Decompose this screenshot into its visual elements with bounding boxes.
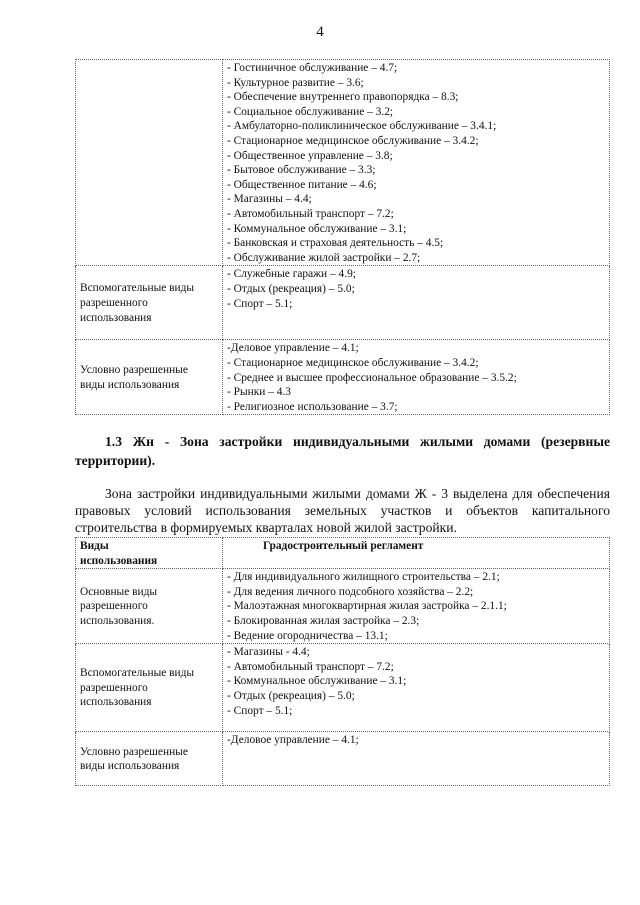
table-row — [76, 340, 610, 415]
table-header-row — [76, 538, 610, 569]
row-label-line: использования. — [80, 614, 155, 627]
regulation-table — [75, 537, 610, 786]
list-item: - Банковская и страховая деятельность – 4.5; — [227, 237, 444, 250]
row-label-cell — [76, 60, 223, 266]
list-item: - Магазины – 4.4; — [227, 193, 312, 206]
list-item: - Автомобильный транспорт – 7.2; — [227, 207, 394, 220]
row-label-line: разрешенного — [80, 600, 148, 613]
row-label-line: разрешенного — [80, 681, 148, 694]
list-item: - Отдых (рекреация) – 5.0; — [227, 282, 355, 295]
table-row — [76, 266, 610, 340]
row-label-line: разрешенного — [80, 297, 148, 310]
row-label-line: Вспомогательные виды — [80, 667, 195, 680]
row-label-cell — [76, 340, 223, 415]
list-item: - Автомобильный транспорт – 7.2; — [227, 660, 394, 673]
list-item: - Коммунальное обслуживание – 3.1; — [227, 675, 407, 688]
page-number: 4 — [316, 24, 324, 40]
section-heading: 1.3 Жн - Зона застройки индивидуальными жилыми домами (резервные территории). — [75, 434, 610, 468]
row-items-cell — [223, 569, 610, 644]
column-header-regulation — [223, 538, 610, 569]
list-item: - Социальное обслуживание – 3.2; — [227, 105, 394, 118]
list-item: - Коммунальное обслуживание – 3.1; — [227, 222, 407, 235]
list-item: - Ведение огородничества – 13.1; — [227, 629, 388, 642]
row-label-line: виды использования — [80, 378, 180, 391]
table-row — [76, 732, 610, 786]
table-row — [76, 644, 610, 732]
list-item: - Обслуживание жилой застройки – 2.7; — [227, 251, 421, 264]
list-item: - Общественное управление – 3.8; — [227, 149, 393, 162]
row-items-cell — [223, 732, 610, 786]
header-line: Градостроительный регламент — [263, 540, 424, 552]
row-label-line: Условно разрешенные — [80, 364, 188, 377]
list-item: - Спорт – 5.1; — [227, 297, 293, 310]
row-items-cell — [223, 644, 610, 732]
row-label-line: использования — [80, 696, 152, 709]
row-label-cell — [76, 644, 223, 732]
header-line: использования — [80, 554, 158, 567]
list-item: - Амбулаторно-поликлиническое обслуживание – 3.4.1; — [227, 120, 497, 133]
list-item: - Обеспечение внутреннего правопорядка – 8.3; — [227, 91, 459, 104]
list-item: - Стационарное медицинское обслуживание – 3.4.2; — [227, 134, 479, 147]
list-item: - Магазины - 4.4; — [227, 646, 310, 659]
list-item: - Религиозное использование – 3.7; — [227, 400, 398, 413]
row-label-cell — [76, 569, 223, 644]
list-item: - Общественное питание – 4.6; — [227, 178, 377, 191]
list-item: - Малоэтажная многоквартирная жилая застройка – 2.1.1; — [227, 600, 507, 613]
list-item: - Для ведения личного подсобного хозяйства – 2.2; — [227, 585, 474, 598]
column-header-usage — [76, 538, 223, 569]
list-item: - Отдых (рекреация) – 5.0; — [227, 689, 355, 702]
list-item: - Блокированная жилая застройка – 2.3; — [227, 614, 420, 627]
row-label-cell — [76, 732, 223, 786]
list-item: - Спорт – 5.1; — [227, 704, 293, 717]
row-label-line: использования — [80, 311, 152, 324]
row-items-cell — [223, 340, 610, 415]
list-item: - Для индивидуального жилищного строительства – 2.1; — [227, 571, 500, 584]
header-line: Виды — [80, 540, 109, 552]
section-paragraph: Зона застройки индивидуальными жилыми домами Ж - 3 выделена для обеспечения правовых условий использования земельных участков и объектов капитального строительства в формируемых кварталах новой жилой застройки. — [75, 486, 610, 535]
list-item: - Стационарное медицинское обслуживание – 3.4.2; — [227, 356, 479, 369]
row-items-cell — [223, 266, 610, 340]
row-label-line: Условно разрешенные — [80, 745, 188, 758]
row-label-cell — [76, 266, 223, 340]
list-item: -Деловое управление – 4.1; — [227, 734, 359, 747]
list-item: - Служебные гаражи – 4.9; — [227, 268, 356, 281]
list-item: - Среднее и высшее профессиональное образование – 3.5.2; — [227, 371, 517, 384]
row-items-cell — [223, 60, 610, 266]
table-row — [76, 60, 610, 266]
list-item: - Гостиничное обслуживание – 4.7; — [227, 62, 398, 74]
list-item: - Культурное развитие – 3.6; — [227, 76, 364, 89]
regulation-table-continued — [75, 59, 610, 415]
list-item: -Деловое управление – 4.1; — [227, 342, 359, 355]
row-label-line: Основные виды — [80, 585, 158, 598]
row-label-line: виды использования — [80, 760, 180, 773]
table-row — [76, 569, 610, 644]
list-item: - Бытовое обслуживание – 3.3; — [227, 164, 376, 177]
list-item: - Рынки – 4.3 — [227, 386, 291, 399]
row-label-line: Вспомогательные виды — [80, 282, 195, 295]
